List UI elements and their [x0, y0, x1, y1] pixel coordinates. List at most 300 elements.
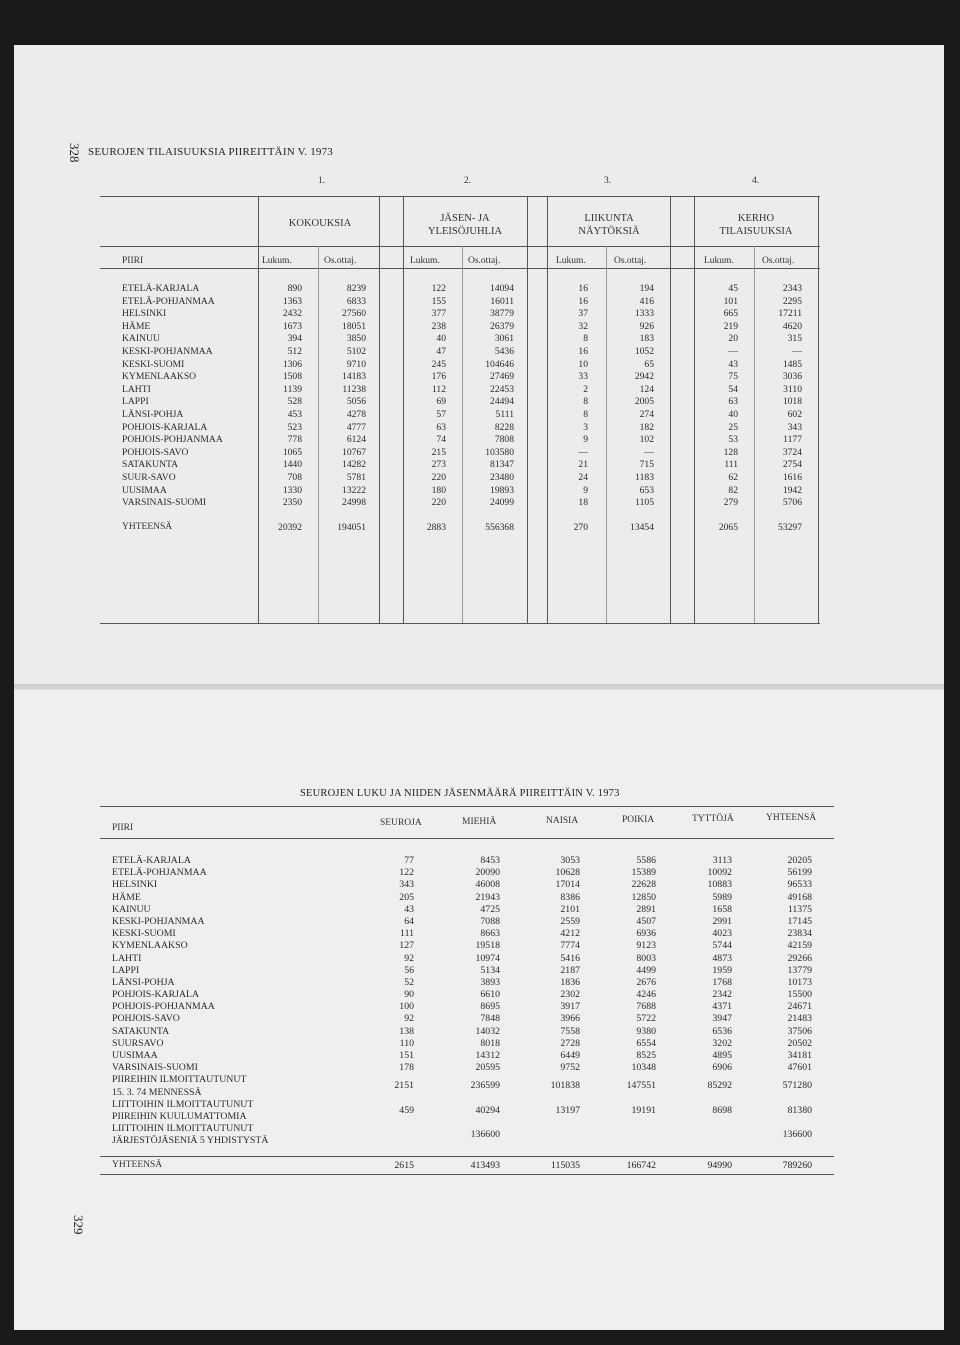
table-cell: 2991: [712, 915, 732, 927]
sub-header: Lukum.: [410, 256, 440, 266]
extra-row-cell: 236599: [470, 1080, 500, 1092]
table-cell: 104646: [485, 358, 514, 370]
table-cell: 6936: [636, 928, 656, 940]
table-cell: 3917: [560, 1001, 580, 1013]
table-cell: 45: [728, 283, 738, 294]
district-name: HELSINKI: [122, 308, 167, 320]
top-district-list: [122, 283, 223, 510]
table-cell: 1440: [282, 459, 302, 471]
page-number-bottom: 329: [71, 1215, 86, 1235]
district-name: LÄNSI-POHJA: [112, 976, 175, 988]
group-number-2: 2.: [464, 176, 472, 186]
extra-row-cell: [370, 1123, 414, 1147]
table-cell: 8525: [636, 1050, 656, 1061]
extra-row-cell: 136600: [782, 1129, 812, 1141]
table-cell: —: [644, 446, 654, 458]
table-cell: 22628: [631, 879, 656, 891]
table-cell: 21943: [475, 891, 500, 903]
table-cell: 19893: [490, 484, 514, 496]
table-cell: 4873: [712, 952, 732, 964]
table-cell: 37506: [787, 1025, 812, 1037]
extra-row-label: LIITTOIHIN ILMOITTAUTUNUT: [112, 1123, 254, 1135]
extra-row-cell: [534, 1123, 580, 1147]
table-cell: 274: [639, 408, 654, 420]
district-name: SUURSAVO: [112, 1037, 164, 1049]
table-cell: 112: [431, 383, 446, 395]
table-cell: 14183: [342, 371, 366, 383]
table-cell: 102: [639, 434, 654, 446]
table-cell: 5781: [346, 471, 366, 483]
table-cell: 2101: [560, 903, 580, 915]
table-cell: 14282: [342, 459, 366, 471]
table-cell: 8: [583, 396, 588, 408]
total-cell: 115035: [550, 1160, 580, 1171]
group-number-3: 3.: [604, 176, 612, 186]
extra-row-cell: 2151: [394, 1080, 414, 1092]
table-cell: 2754: [782, 459, 802, 471]
table-cell: 16: [578, 345, 588, 357]
table-cell: 33: [578, 371, 588, 383]
table-cell: 6554: [636, 1037, 656, 1049]
district-name: SATAKUNTA: [112, 1025, 170, 1037]
table-cell: 124: [639, 383, 654, 395]
total-cell: 13454: [630, 522, 654, 533]
table-cell: 56: [404, 964, 414, 976]
top-table-divider: [547, 196, 548, 623]
table-cell: 1616: [782, 471, 802, 483]
table-cell: 43: [728, 358, 738, 370]
table-cell: 13779: [787, 964, 812, 976]
table-cell: 6833: [346, 295, 366, 307]
district-name: HÄME: [112, 891, 141, 903]
table-cell: 3947: [712, 1013, 732, 1025]
table-cell: 8386: [560, 891, 580, 903]
bottom-column-total: [764, 855, 812, 1148]
extra-row-cell: 81380: [787, 1104, 812, 1116]
district-name: LÄNSI-POHJA: [122, 408, 184, 420]
extra-row-cell: 101838: [550, 1080, 580, 1092]
table-cell: 9752: [560, 1062, 580, 1074]
extra-row-label: PIIREIHIN ILMOITTAUTUNUT: [112, 1074, 247, 1086]
table-cell: 17014: [555, 879, 580, 891]
table-cell: 101: [723, 295, 738, 307]
table-cell: 6449: [560, 1050, 580, 1061]
table-cell: 20595: [475, 1062, 500, 1074]
table-cell: 40: [436, 333, 446, 345]
table-cell: 194: [639, 283, 654, 294]
table-cell: 22453: [490, 383, 514, 395]
top-column-festivals-count: [406, 283, 446, 510]
extra-row-cell: [610, 1123, 656, 1147]
table-cell: 18: [578, 497, 588, 509]
table-cell: 8228: [494, 421, 514, 433]
table-cell: 279: [723, 497, 738, 509]
bottom-header-clubs: SEUROJA: [380, 818, 422, 828]
table-cell: 75: [728, 371, 738, 383]
district-name: VARSINAIS-SUOMI: [112, 1062, 198, 1074]
table-cell: 3724: [782, 446, 802, 458]
table-cell: 176: [431, 371, 446, 383]
table-cell: 7774: [560, 940, 580, 952]
bottom-column-women: [534, 855, 580, 1148]
table-cell: 13222: [342, 484, 366, 496]
table-cell: 54: [728, 383, 738, 395]
district-name: SATAKUNTA: [122, 459, 179, 471]
table-cell: 37: [578, 308, 588, 320]
table-cell: 29266: [787, 952, 812, 964]
table-cell: 8: [583, 333, 588, 345]
table-cell: 1018: [782, 396, 802, 408]
table-cell: 2350: [282, 497, 302, 509]
total-cell: 413493: [470, 1160, 500, 1171]
table-cell: 2005: [634, 396, 654, 408]
table-cell: 26379: [490, 320, 514, 332]
table-cell: 111: [724, 459, 738, 471]
table-cell: 1330: [282, 484, 302, 496]
group-header-festivals: JÄSEN- JA YLEISÖJUHLIA: [427, 213, 503, 237]
table-cell: 1942: [782, 484, 802, 496]
table-cell: 63: [728, 396, 738, 408]
table-cell: 2432: [282, 308, 302, 320]
table-cell: 219: [723, 320, 738, 332]
table-cell: 92: [404, 1013, 414, 1025]
table-cell: 20090: [475, 867, 500, 879]
table-cell: 12850: [631, 891, 656, 903]
group-header-club-events: KERHO TILAISUUKSIA: [719, 213, 793, 237]
table-cell: 220: [431, 497, 446, 509]
district-name: ETELÄ-POHJANMAA: [112, 867, 207, 879]
district-name: KESKI-POHJANMAA: [122, 345, 213, 357]
table-cell: 20205: [787, 855, 812, 866]
table-cell: 1139: [283, 383, 302, 395]
top-column-sports-attendance: [610, 283, 654, 510]
table-cell: 377: [431, 308, 446, 320]
bottom-header-boys: POIKIA: [622, 815, 655, 825]
table-cell: 14094: [490, 283, 514, 294]
bottom-table-title: SEUROJEN LUKU JA NIIDEN JÄSENMÄÄRÄ PIIREITTÄIN V. 1973: [300, 788, 620, 799]
district-name: KESKI-SUOMI: [122, 358, 185, 370]
bottom-column-men: [452, 855, 500, 1148]
table-cell: 23480: [490, 471, 514, 483]
table-cell: 3850: [346, 333, 366, 345]
table-cell: 7848: [480, 1013, 500, 1025]
bottom-total-label: YHTEENSÄ: [112, 1160, 163, 1170]
district-name: KESKI-SUOMI: [112, 928, 176, 940]
table-cell: 7688: [636, 1001, 656, 1013]
total-cell: 270: [573, 522, 588, 533]
table-cell: 3061: [494, 333, 514, 345]
district-name: KAINUU: [112, 903, 151, 915]
table-cell: 890: [287, 283, 302, 294]
group-header-sports-shows: LIIKUNTA NÄYTÖKSIÄ: [578, 213, 640, 237]
top-table-rule: [100, 268, 820, 269]
table-cell: 25: [728, 421, 738, 433]
table-cell: 183: [639, 333, 654, 345]
table-cell: 16: [578, 295, 588, 307]
top-table-divider: [818, 196, 819, 623]
top-table-divider: [318, 246, 319, 623]
table-cell: 8663: [480, 928, 500, 940]
table-cell: 3053: [560, 855, 580, 866]
table-cell: 2676: [636, 976, 656, 988]
table-cell: 3893: [480, 976, 500, 988]
group-number-1: 1.: [318, 176, 326, 186]
district-name: UUSIMAA: [122, 484, 167, 496]
table-cell: 128: [723, 446, 738, 458]
table-cell: 8239: [346, 283, 366, 294]
table-cell: 6124: [346, 434, 366, 446]
table-cell: 708: [287, 471, 302, 483]
table-cell: 20502: [787, 1037, 812, 1049]
table-cell: —: [578, 446, 588, 458]
table-cell: 178: [399, 1062, 414, 1074]
table-cell: 4023: [712, 928, 732, 940]
table-cell: 10883: [707, 879, 732, 891]
table-cell: 23834: [787, 928, 812, 940]
table-cell: 3202: [712, 1037, 732, 1049]
table-cell: 2: [583, 383, 588, 395]
top-table-title: SEUROJEN TILAISUUKSIA PIIREITTÄIN V. 1973: [88, 146, 334, 158]
district-name: LAHTI: [122, 383, 151, 395]
table-cell: 27560: [342, 308, 366, 320]
table-cell: 53: [728, 434, 738, 446]
table-cell: 1768: [712, 976, 732, 988]
table-cell: 8695: [480, 1001, 500, 1013]
table-cell: 6906: [712, 1062, 732, 1074]
table-cell: 238: [431, 320, 446, 332]
table-cell: 122: [399, 867, 414, 879]
table-cell: 4620: [782, 320, 802, 332]
extra-row-label: JÄRJESTÖJÄSENIÄ 5 YHDISTYSTÄ: [112, 1135, 269, 1147]
table-cell: 17145: [787, 915, 812, 927]
table-cell: 81347: [490, 459, 514, 471]
table-cell: 4499: [636, 964, 656, 976]
district-name: UUSIMAA: [112, 1050, 158, 1061]
table-cell: 453: [287, 408, 302, 420]
table-cell: 24998: [342, 497, 366, 509]
table-cell: 2342: [712, 989, 732, 1001]
table-cell: 5586: [636, 855, 656, 866]
table-cell: 1508: [282, 371, 302, 383]
table-cell: 65: [644, 358, 654, 370]
total-cell: 556368: [485, 522, 514, 533]
table-cell: 18051: [342, 320, 366, 332]
bottom-district-list: [112, 855, 268, 1148]
bottom-header-girls: TYTTÖJÄ: [692, 814, 734, 824]
total-cell: 194051: [337, 522, 366, 533]
bottom-table-rule: [100, 838, 834, 839]
table-cell: 2302: [560, 989, 580, 1001]
bottom-column-clubs: [370, 855, 414, 1148]
table-cell: 24: [578, 471, 588, 483]
district-name: ETELÄ-KARJALA: [122, 283, 200, 294]
table-cell: 926: [639, 320, 654, 332]
table-cell: 180: [431, 484, 446, 496]
top-table-divider: [527, 196, 528, 623]
table-cell: 10: [578, 358, 588, 370]
table-cell: 47: [436, 345, 446, 357]
sub-header: Os.ottaj.: [614, 256, 647, 266]
table-cell: 3036: [782, 371, 802, 383]
top-table-divider: [258, 196, 259, 623]
extra-row-label: LIITTOIHIN ILMOITTAUTUNUT: [112, 1098, 254, 1110]
district-name: SUUR-SAVO: [122, 471, 176, 483]
table-cell: 77: [404, 855, 414, 866]
table-cell: 5111: [495, 408, 514, 420]
table-cell: 5722: [636, 1013, 656, 1025]
table-cell: 96533: [787, 879, 812, 891]
total-cell: 94990: [707, 1160, 732, 1171]
table-cell: 343: [399, 879, 414, 891]
table-cell: 5744: [712, 940, 732, 952]
table-cell: 1105: [635, 497, 654, 509]
table-cell: 6610: [480, 989, 500, 1001]
table-cell: 778: [287, 434, 302, 446]
table-cell: 24099: [490, 497, 514, 509]
district-name: POHJOIS-KARJALA: [122, 421, 208, 433]
table-cell: 24671: [787, 1001, 812, 1013]
table-cell: 151: [399, 1050, 414, 1061]
bottom-header-women: NAISIA: [546, 816, 579, 826]
table-cell: 17211: [778, 308, 802, 320]
total-cell: 2065: [718, 522, 738, 533]
table-cell: 1306: [282, 358, 302, 370]
bottom-piiri-header: PIIRI: [112, 823, 134, 833]
table-cell: 1363: [282, 295, 302, 307]
district-name: POHJOIS-POHJANMAA: [122, 434, 223, 446]
district-name: HÄME: [122, 320, 151, 332]
table-cell: 8: [583, 408, 588, 420]
district-name: POHJOIS-POHJANMAA: [112, 1001, 215, 1013]
table-cell: 4777: [346, 421, 366, 433]
table-cell: 49168: [787, 891, 812, 903]
table-cell: 665: [723, 308, 738, 320]
table-cell: 57: [436, 408, 446, 420]
table-cell: 4895: [712, 1050, 732, 1061]
top-column-clubs-count: [698, 283, 738, 510]
table-cell: 4278: [346, 408, 366, 420]
table-cell: 182: [639, 421, 654, 433]
district-name: ETELÄ-POHJANMAA: [122, 295, 215, 307]
top-table-divider: [403, 196, 404, 623]
bottom-column-girls: [686, 855, 732, 1148]
table-cell: 127: [399, 940, 414, 952]
table-cell: 3110: [783, 383, 802, 395]
table-cell: 21483: [787, 1013, 812, 1025]
district-name: KESKI-POHJANMAA: [112, 915, 205, 927]
top-column-meetings-count: [262, 283, 302, 510]
table-cell: 7088: [480, 915, 500, 927]
district-name: VARSINAIS-SUOMI: [122, 497, 207, 509]
table-cell: 523: [287, 421, 302, 433]
table-cell: 15500: [787, 989, 812, 1001]
table-cell: 10092: [707, 867, 732, 879]
table-cell: 205: [399, 891, 414, 903]
group-header-meetings: KOKOUKSIA: [288, 218, 352, 229]
table-cell: 38779: [490, 308, 514, 320]
table-cell: 7558: [560, 1025, 580, 1037]
table-cell: 15389: [631, 867, 656, 879]
table-cell: 653: [639, 484, 654, 496]
extra-row-cell: 13197: [555, 1104, 580, 1116]
table-cell: 5056: [346, 396, 366, 408]
extra-row-cell: 85292: [707, 1080, 732, 1092]
table-cell: 9380: [636, 1025, 656, 1037]
table-cell: 7808: [494, 434, 514, 446]
table-cell: 92: [404, 952, 414, 964]
table-cell: 4507: [636, 915, 656, 927]
group-number-4: 4.: [752, 176, 760, 186]
extra-row-cell: 147551: [626, 1080, 656, 1092]
table-cell: 3113: [712, 855, 732, 866]
table-cell: 220: [431, 471, 446, 483]
extra-row-label: PIIREIHIN KUULUMATTOMIA: [112, 1110, 247, 1122]
table-cell: 5134: [480, 964, 500, 976]
table-cell: 245: [431, 358, 446, 370]
table-cell: 3966: [560, 1013, 580, 1025]
table-cell: 6536: [712, 1025, 732, 1037]
table-cell: 2728: [560, 1037, 580, 1049]
table-cell: 110: [399, 1037, 414, 1049]
top-column-sports-count: [550, 283, 588, 510]
table-cell: 100: [399, 1001, 414, 1013]
table-cell: 2559: [560, 915, 580, 927]
top-table-divider: [694, 196, 695, 623]
table-cell: 315: [787, 333, 802, 345]
table-cell: 1836: [560, 976, 580, 988]
table-cell: 62: [728, 471, 738, 483]
table-cell: 74: [436, 434, 446, 446]
table-cell: 5706: [782, 497, 802, 509]
table-cell: 16: [578, 283, 588, 294]
table-cell: 5416: [560, 952, 580, 964]
table-cell: 10974: [475, 952, 500, 964]
district-name: KYMENLAAKSO: [122, 371, 197, 383]
table-cell: 21: [578, 459, 588, 471]
district-name: LAPPI: [112, 964, 140, 976]
table-cell: 10173: [787, 976, 812, 988]
district-name: LAHTI: [112, 952, 142, 964]
sub-header: Os.ottaj.: [762, 256, 795, 266]
table-cell: 4246: [636, 989, 656, 1001]
top-table-divider: [754, 246, 755, 623]
table-cell: 47601: [787, 1062, 812, 1074]
table-cell: 2295: [782, 295, 802, 307]
table-cell: 1052: [634, 345, 654, 357]
sub-header: Lukum.: [704, 256, 734, 266]
table-cell: 138: [399, 1025, 414, 1037]
bottom-table-rule: [100, 806, 834, 807]
sub-header: Os.ottaj.: [324, 256, 357, 266]
table-cell: 1673: [282, 320, 302, 332]
table-cell: 1485: [782, 358, 802, 370]
table-cell: 2343: [782, 283, 802, 294]
table-cell: 14032: [475, 1025, 500, 1037]
table-cell: 82: [728, 484, 738, 496]
table-cell: 122: [431, 283, 446, 294]
total-cell: 2615: [394, 1160, 414, 1171]
total-cell: 2883: [426, 522, 446, 533]
table-cell: 103580: [485, 446, 514, 458]
top-table-rule: [100, 246, 820, 247]
table-cell: 11238: [342, 383, 366, 395]
table-cell: 2891: [636, 903, 656, 915]
table-cell: 1183: [635, 471, 654, 483]
total-cell: 166742: [626, 1160, 656, 1171]
sub-header: Lukum.: [262, 256, 292, 266]
top-table-rule: [100, 196, 820, 197]
table-cell: 63: [436, 421, 446, 433]
